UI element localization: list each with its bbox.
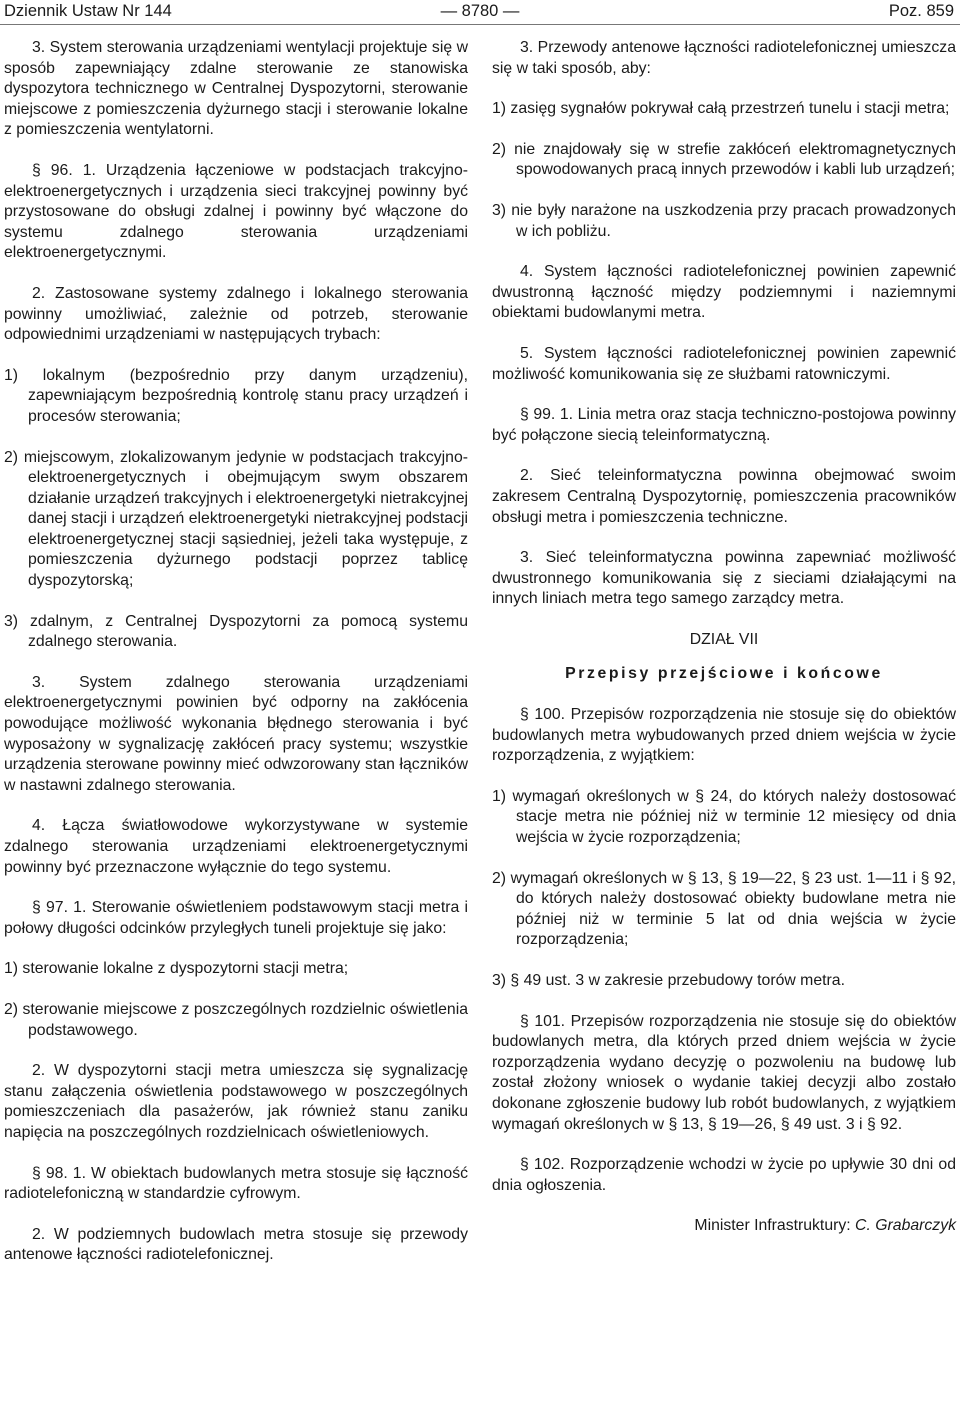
signature-name: C. Grabarczyk (855, 1217, 956, 1235)
paragraph: § 98. 1. W obiektach budowlanych metra stosuje się łączność radiotelefoniczną w standardzie cyfrowym. (4, 1164, 468, 1203)
paragraph: § 99. 1. Linia metra oraz stacja techniczno-postojowa powinny być połączone siecią teleinformatyczną. (492, 406, 956, 444)
paragraph: 3. Przewody antenowe łączności radiotelefonicznej umieszcza się w taki sposób, aby: (492, 39, 956, 77)
paragraph: 2. W podziemnych budowlach metra stosuje się przewody antenowe łączności radiotelefonicznej. (4, 1225, 468, 1264)
paragraph: § 96. 1. Urządzenia łączeniowe w podstacjach trakcyjno-elektroenergetycznych i urządzenia sieci trakcyjnej powinny być przystosowane do obsługi zdalnej i powinny być włączone do systemu zdalnego sterowania urządzeniami elektroenergetycznymi. (4, 161, 468, 262)
right-column (492, 38, 956, 1237)
list-item: 1) sterowanie lokalne z dyspozytorni stacji metra; (4, 960, 349, 978)
list-item: 1) wymagań określonych w § 24, do których należy dostosować stacje metra nie później niż w terminie 12 miesięcy od dnia wejścia w życie rozporządzenia; (492, 787, 956, 847)
left-column (4, 38, 468, 1286)
paragraph: § 101. Przepisów rozporządzenia nie stosuje się do obiektów budowlanych metra, dla których przed dniem wejścia w życie rozporządzenia wydano decyzję o pozwoleniu na budowę lub został złożony wniosek o wydanie takiej decyzji albo zostało dokonane zgłoszenie budowy lub robót budowlanych, z wyjątkiem wymagań określonych w § 13, § 19—26, § 49 ust. 3 i § 92. (492, 1012, 956, 1133)
header-rule (0, 24, 960, 25)
paragraph: 2. Sieć teleinformatyczna powinna obejmować swoim zakresem Centralną Dyspozytornię, pomieszczenia pracowników obsługi metra i pomieszczenia techniczne. (492, 467, 956, 526)
list-item: 3) zdalnym, z Centralnej Dyspozytorni za pomocą systemu zdalnego sterowania. (4, 612, 468, 651)
list-item: 1) zasięg sygnałów pokrywał całą przestrzeń tunelu i stacji metra; (492, 100, 950, 118)
paragraph: 2. W dyspozytorni stacji metra umieszcza się sygnalizację stanu załączenia oświetlenia podstawowego w poszczególnych pomieszczeniach dla pasażerów, jak również stanu zaniku napięcia na poszczególnych rozdzielnicach oświetleniowych. (4, 1062, 468, 1141)
division-heading: DZIAŁ VII (689, 630, 759, 648)
paragraph: 4. Łącza światłowodowe wykorzystywane w systemie zdalnego sterowania urządzeniami elektroenergetycznymi powinny być przeznaczone wyłącznie do tego systemu. (4, 817, 468, 876)
paragraph: § 100. Przepisów rozporządzenia nie stosuje się do obiektów budowlanych metra wybudowanych przed dniem wejścia w życie rozporządzenia, z wyjątkiem: (492, 706, 956, 765)
journal-title: Dziennik Ustaw Nr 144 (4, 2, 172, 20)
paragraph: 3. System sterowania urządzeniami wentylacji projektuje się w sposób zapewniający zdalne sterowanie ze stanowiska dyspozytora technicznego w Centralnej Dyspozytorni, sterowanie miejscowe z pomieszczenia dyżurnego stacji i sterowanie lokalne z pomieszczenia wentylatorni. (4, 39, 468, 139)
page-header (0, 0, 960, 34)
position-number: Poz. 859 (888, 2, 954, 20)
paragraph: 3. Sieć teleinformatyczna powinna zapewniać możliwość dwustronnego komunikowania się z sieciami działającymi na innych liniach metra tego samego zarządcy metra. (492, 549, 956, 608)
paragraph: § 97. 1. Sterowanie oświetleniem podstawowym stacji metra i połowy długości odcinków przyległych tuneli projektuje się jako: (4, 899, 468, 937)
paragraph: 3. System zdalnego sterowania urządzeniami elektroenergetycznymi powinien być odporny na zakłócenia powodujące możliwość wykonania błędnego sterowania i być wyposażony w sygnalizację zakłóceń pracy systemu; wszystkie urządzenia sterowane powinny mieć odwzorowany stan łączników w nastawni zdalnego sterowania. (4, 673, 468, 794)
list-item: 3) nie były narażone na uszkodzenia przy pracach prowadzonych w ich pobliżu. (492, 201, 956, 240)
list-item: 2) wymagań określonych w § 13, § 19—22, § 23 ust. 1—11 i § 92, do których należy dostosować obiekty budowlane metra nie później niż w terminie 5 lat od dnia wejścia w życie rozporządzenia; (492, 869, 956, 949)
list-item: 3) § 49 ust. 3 w zakresie przebudowy torów metra. (492, 972, 845, 989)
list-item: 2) sterowanie miejscowe z poszczególnych rozdzielnic oświetlenia podstawowego. (4, 1000, 468, 1039)
list-item: 2) nie znajdowały się w strefie zakłóceń elektromagnetycznych spowodowanych pracą innych przewodów i kabli lub urządzeń; (492, 140, 956, 179)
section-title: Przepisy przejściowe i końcowe (565, 665, 883, 683)
paragraph: 5. System łączności radiotelefonicznej powinien zapewnić możliwość komunikowania się ze służbami ratowniczymi. (492, 344, 956, 383)
signature-role: Minister Infrastruktury: (694, 1217, 851, 1235)
list-item: 2) miejscowym, zlokalizowanym jedynie w podstacjach trakcyjno-elektroenergetycznych i obejmującym swym obszarem działanie urządzeń trakcyjnych i elektroenergetyki nietrakcyjnej danej stacji i urządzeń elektroenergetyki nietrakcyjnej podstacji elektroenergetycznej stacji sąsiedniej, jeżeli taka występuje, z pomieszczenia dyżurnego podstacji poprzez tablicę dyspozytorską; (4, 448, 468, 590)
paragraph: 2. Zastosowane systemy zdalnego i lokalnego sterowania powinny umożliwiać, zależnie od potrzeb, sterowanie odpowiednimi urządzeniami w następujących trybach: (4, 284, 468, 344)
paragraph: 4. System łączności radiotelefonicznej powinien zapewnić dwustronną łączność między podziemnymi i naziemnymi obiektami budowlanymi metra. (492, 263, 956, 322)
page-number: — 8780 — (440, 2, 520, 20)
paragraph: § 102. Rozporządzenie wchodzi w życie po upływie 30 dni od dnia ogłoszenia. (492, 1156, 956, 1194)
list-item: 1) lokalnym (bezpośrednio przy danym urządzeniu), zapewniającym bezpośrednią kontrolę stanu pracy urządzeń i procesów sterowania; (4, 366, 468, 425)
signature (492, 1216, 956, 1237)
